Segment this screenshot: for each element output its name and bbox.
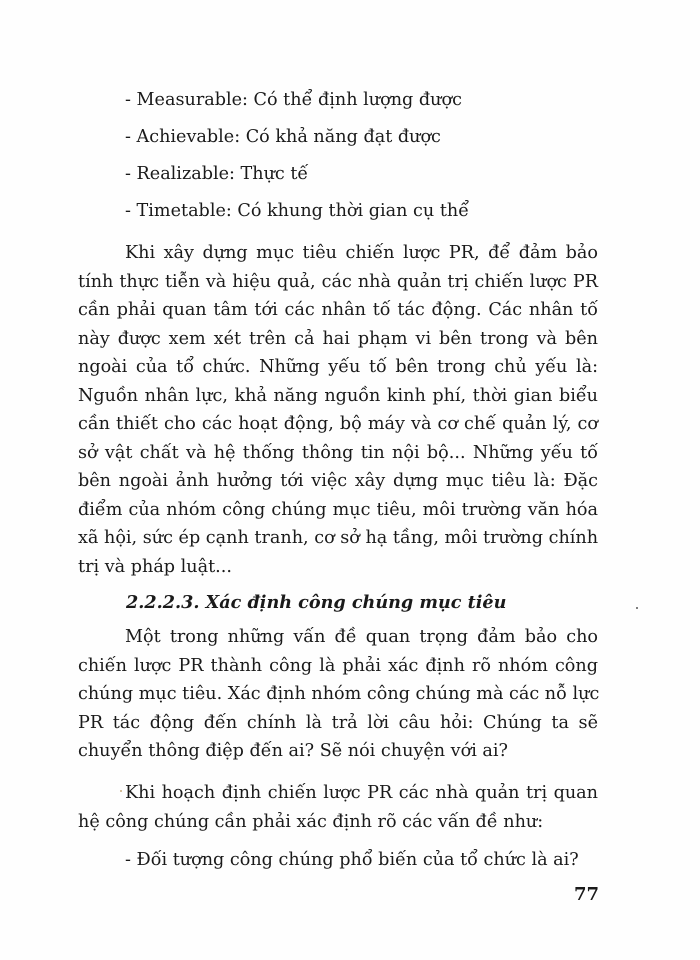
paragraph1-line: Nguồn nhân lực, khả năng nguồn kinh phí, thời gian biểu [78,386,598,406]
paragraph1-line: bên ngoài ảnh hưởng tới việc xây dựng mục tiêu là: Đặc [78,471,598,491]
paragraph1-line: cần phải quan tâm tới các nhân tố tác động. Các nhân tố [78,300,598,320]
paragraph2-line: chuyển thông điệp đến ai? Sẽ nói chuyện với ai? [78,741,508,761]
paragraph3-line: hệ công chúng cần phải xác định rõ các vấn đề như: [78,812,544,832]
paragraph2-line: PR tác động đến chính là trả lời câu hỏi: Chúng ta sẽ [78,713,598,733]
bullet-timetable: - Timetable: Có khung thời gian cụ thể [125,201,470,221]
paragraph1-line: ngoài của tổ chức. Những yếu tố bên trong chủ yếu là: [78,357,598,377]
paragraph1-line: điểm của nhóm công chúng mục tiêu, môi trường văn hóa [78,500,598,520]
paragraph1-line: cần thiết cho các hoạt động, bộ máy và cơ chế quản lý, cơ [78,414,598,434]
bullet-realizable: - Realizable: Thực tế [125,164,309,184]
paragraph1-line: Khi xây dựng mục tiêu chiến lược PR, để đảm bảo [125,243,598,263]
paragraph1-line: xã hội, sức ép cạnh tranh, cơ sở hạ tầng, môi trường chính [78,528,599,548]
bullet-audience-question: - Đối tượng công chúng phổ biến của tổ chức là ai? [125,850,579,870]
paragraph1-line: này được xem xét trên cả hai phạm vi bên trong và bên [78,329,598,349]
paragraph1-line: trị và pháp luật... [78,557,232,577]
scan-speck [120,790,122,792]
scan-speck [636,607,638,609]
bullet-achievable: - Achievable: Có khả năng đạt được [125,127,441,147]
paragraph2-line: chúng mục tiêu. Xác định nhóm công chúng mà các nỗ lực [78,684,600,704]
section-heading: 2.2.2.3. Xác định công chúng mục tiêu [126,592,507,613]
paragraph2-line: Một trong những vấn đề quan trọng đảm bảo cho [125,627,598,647]
bullet-measurable: - Measurable: Có thể định lượng được [125,90,462,110]
page-number: 77 [574,884,600,905]
paragraph1-line: tính thực tiễn và hiệu quả, các nhà quản trị chiến lược PR [78,272,598,292]
paragraph2-line: chiến lược PR thành công là phải xác định rõ nhóm công [78,656,598,676]
paragraph3-line: Khi hoạch định chiến lược PR các nhà quản trị quan [125,783,598,803]
paragraph1-line: sở vật chất và hệ thống thông tin nội bộ... Những yếu tố [78,443,598,463]
